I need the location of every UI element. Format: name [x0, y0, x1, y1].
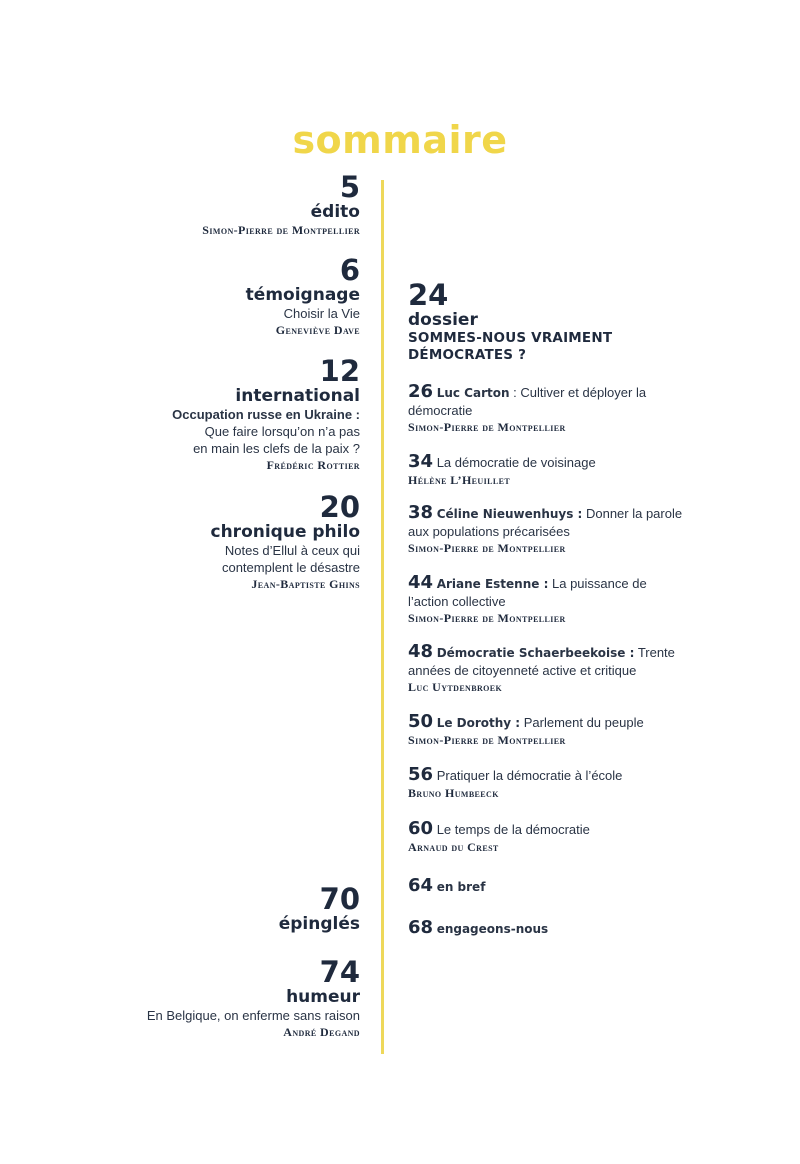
author: Geneviève Dave: [275, 323, 360, 337]
article-title: Choisir la Vie: [283, 306, 360, 321]
page-number: 68: [408, 917, 434, 938]
article-title: Le temps de la démocratie: [436, 822, 590, 837]
page-number: 20: [319, 490, 360, 524]
toc-entry-dossier[interactable]: [408, 280, 708, 364]
article-title: Trente: [634, 645, 675, 660]
section-name: témoignage: [245, 285, 360, 305]
divider-line: [381, 180, 384, 1054]
article-bold: Luc Carton: [436, 386, 510, 400]
author: Hélène L’Heuillet: [408, 473, 511, 487]
section-name: international: [235, 386, 360, 406]
toc-article-34[interactable]: [408, 452, 708, 489]
toc-entry-chronique-philo[interactable]: [60, 492, 360, 593]
toc-article-44[interactable]: [408, 573, 708, 627]
toc-article-60[interactable]: [408, 819, 708, 856]
author: Simon-Pierre de Montpellier: [202, 223, 360, 237]
toc-entry-humeur[interactable]: [60, 957, 360, 1041]
author: Bruno Humbeeck: [408, 786, 499, 800]
section-name: édito: [310, 202, 360, 222]
toc-article-68[interactable]: [408, 918, 708, 938]
author: Simon-Pierre de Montpellier: [408, 733, 566, 747]
article-bold: Le Dorothy :: [436, 716, 521, 730]
page-number: 12: [319, 354, 360, 388]
author: Simon-Pierre de Montpellier: [408, 541, 566, 555]
author: Arnaud du Crest: [408, 840, 499, 854]
dossier-title-line: DÉMOCRATES ?: [408, 347, 527, 363]
section-name: dossier: [408, 310, 478, 330]
page-number: 38: [408, 502, 434, 523]
page-number: 64: [408, 875, 434, 896]
article-bold: Ariane Estenne :: [436, 577, 549, 591]
page-number: 6: [339, 253, 360, 287]
author: Jean-Baptiste Ghins: [251, 577, 360, 591]
toc-article-38[interactable]: [408, 503, 708, 557]
article-title: : Cultiver et déployer la: [509, 385, 647, 400]
article-title-line: l’action collective: [408, 594, 506, 609]
article-title-line: en main les clefs de la paix ?: [193, 441, 360, 456]
article-bold: engageons-nous: [436, 922, 549, 936]
page-number: 26: [408, 381, 434, 402]
section-name: humeur: [286, 987, 360, 1007]
toc-article-50[interactable]: [408, 712, 708, 749]
page-number: 56: [408, 764, 434, 785]
page-number: 48: [408, 641, 434, 662]
page-title: sommaire: [292, 118, 508, 162]
article-title: La puissance de: [548, 576, 647, 591]
dossier-title-line: SOMMES-NOUS VRAIMENT: [408, 330, 613, 346]
author: Luc Uytdenbroek: [408, 680, 503, 694]
toc-article-26[interactable]: [408, 382, 708, 436]
article-title: Pratiquer la démocratie à l’école: [436, 768, 623, 783]
author: André Degand: [283, 1025, 360, 1039]
page-number: 74: [319, 955, 360, 989]
toc-article-56[interactable]: [408, 765, 708, 802]
article-title: En Belgique, on enferme sans raison: [146, 1008, 360, 1023]
section-name: épinglés: [278, 914, 360, 934]
toc-entry-temoignage[interactable]: [60, 255, 360, 339]
article-title: La démocratie de voisinage: [436, 455, 596, 470]
author: Simon-Pierre de Montpellier: [408, 420, 566, 434]
article-bold: Démocratie Schaerbeekoise :: [436, 646, 635, 660]
article-title: Donner la parole: [582, 506, 683, 521]
author: Simon-Pierre de Montpellier: [408, 611, 566, 625]
page-number: 70: [319, 882, 360, 916]
toc-entry-international[interactable]: [60, 356, 360, 474]
page-number: 44: [408, 572, 434, 593]
article-subtitle: Occupation russe en Ukraine :: [172, 407, 360, 422]
article-title-line: Notes d’Ellul à ceux qui: [224, 543, 360, 558]
section-name: chronique philo: [210, 522, 360, 542]
page-number: 24: [408, 278, 449, 312]
toc-article-48[interactable]: [408, 642, 728, 696]
toc-entry-edito[interactable]: [60, 172, 360, 239]
article-title: Parlement du peuple: [520, 715, 644, 730]
article-title-line: contemplent le désastre: [221, 560, 360, 575]
page-number: 50: [408, 711, 434, 732]
page-number: 60: [408, 818, 434, 839]
toc-entry-epingles[interactable]: [60, 884, 360, 934]
article-title-line: aux populations précarisées: [408, 524, 570, 539]
toc-article-64[interactable]: [408, 876, 708, 896]
author: Frédéric Rottier: [266, 458, 360, 472]
page-number: 5: [339, 170, 360, 204]
article-title-line: années de citoyenneté active et critique: [408, 663, 637, 678]
article-title-line: démocratie: [408, 403, 473, 418]
page-number: 34: [408, 451, 434, 472]
article-bold: Céline Nieuwenhuys :: [436, 507, 583, 521]
article-bold: en bref: [436, 880, 486, 894]
article-title-line: Que faire lorsqu’on n’a pas: [204, 424, 360, 439]
